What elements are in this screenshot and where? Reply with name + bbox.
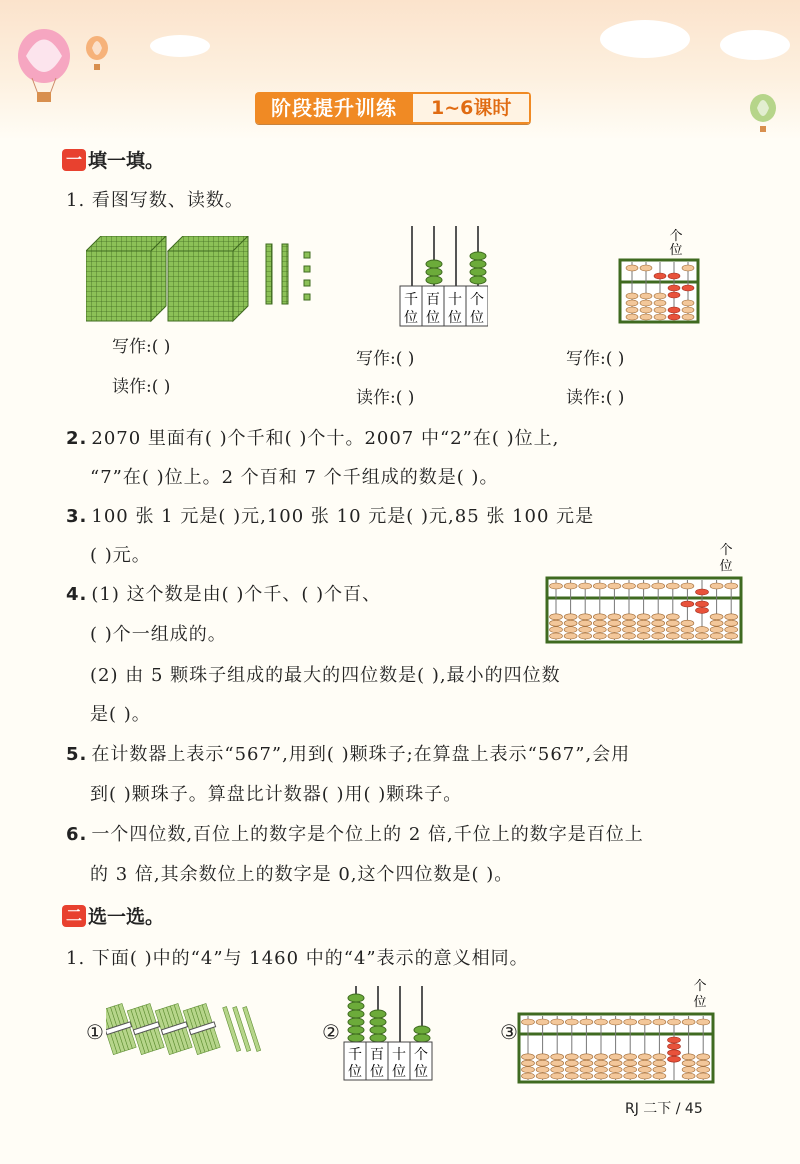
abacus-bead bbox=[652, 627, 665, 633]
place-label: 位 bbox=[414, 1064, 428, 1080]
abacus-bead bbox=[668, 1019, 681, 1025]
abacus-bead bbox=[609, 1019, 622, 1025]
ge-label: 个 bbox=[693, 979, 707, 994]
place-label: 个 bbox=[470, 292, 484, 308]
q3-text: 100 张 1 元是( )元,100 张 10 元是( )元,85 张 100 元是 bbox=[91, 506, 595, 527]
wei-label: 位 bbox=[669, 243, 683, 258]
abacus-bead bbox=[580, 1054, 593, 1060]
abacus-bead bbox=[593, 614, 606, 620]
abacus-bead bbox=[624, 1054, 637, 1060]
abacus-bead bbox=[608, 583, 621, 589]
abacus-figure-3 bbox=[516, 978, 716, 1086]
abacus-bead bbox=[579, 627, 592, 633]
abacus-bead bbox=[652, 583, 665, 589]
abacus-bead bbox=[697, 1073, 710, 1079]
banner-title: 阶段提升训练 bbox=[255, 92, 413, 124]
abacus-bead bbox=[536, 1019, 549, 1025]
abacus-bead bbox=[608, 620, 621, 626]
abacus-bead bbox=[593, 620, 606, 626]
abacus-bead bbox=[682, 1019, 695, 1025]
abacus-bead bbox=[638, 1067, 651, 1073]
place-label: 位 bbox=[470, 310, 484, 326]
abacus-bead bbox=[551, 1019, 564, 1025]
base-ten-blocks-figure bbox=[86, 236, 326, 326]
ge-label: 个 bbox=[669, 229, 683, 244]
option-1-marker[interactable]: ① bbox=[86, 1020, 104, 1044]
section-number: 二 bbox=[62, 905, 86, 927]
abacus-bead bbox=[579, 614, 592, 620]
abacus-bead bbox=[579, 633, 592, 639]
abacus-bead bbox=[551, 1054, 564, 1060]
counting-frame-figure-2 bbox=[338, 982, 434, 1082]
abacus-bead bbox=[550, 614, 563, 620]
question-4-line-4: 是( )。 bbox=[90, 704, 151, 725]
abacus-bead bbox=[638, 1060, 651, 1066]
ge-label: 个 bbox=[719, 543, 733, 558]
abacus-bead bbox=[608, 614, 621, 620]
abacus-bead bbox=[565, 1019, 578, 1025]
place-label: 十 bbox=[392, 1047, 406, 1063]
ten-rod bbox=[266, 244, 272, 304]
abacus-bead bbox=[696, 601, 709, 607]
abacus-bead bbox=[580, 1060, 593, 1066]
abacus-bead bbox=[652, 620, 665, 626]
hot-air-balloon-icon bbox=[84, 36, 110, 74]
abacus-bead bbox=[710, 583, 723, 589]
abacus-bead bbox=[653, 1073, 666, 1079]
abacus-bead bbox=[593, 627, 606, 633]
abacus-figure-1 bbox=[618, 228, 700, 326]
abacus-bead bbox=[593, 583, 606, 589]
abacus-bead bbox=[682, 1060, 695, 1066]
abacus-bead bbox=[697, 1054, 710, 1060]
abacus-bead bbox=[522, 1067, 535, 1073]
question-6-line-1: 6. 一个四位数,百位上的数字是个位上的 2 倍,千位上的数字是百位上 bbox=[66, 824, 644, 845]
ten-rod bbox=[282, 244, 288, 304]
page-number: RJ 二下 / 45 bbox=[625, 1101, 703, 1117]
q4-text: (1) 这个数是由( )个千、( )个百、 bbox=[91, 584, 382, 605]
abacus-bead bbox=[536, 1073, 549, 1079]
question-6-line-2: 的 3 倍,其余数位上的数字是 0,这个四位数是( )。 bbox=[90, 864, 514, 885]
abacus-bead bbox=[652, 614, 665, 620]
cloud bbox=[150, 35, 210, 57]
abacus-bead bbox=[536, 1054, 549, 1060]
write-answer-3[interactable]: 写作:( ) bbox=[566, 349, 625, 369]
option-3-marker[interactable]: ③ bbox=[500, 1020, 518, 1044]
abacus-bead bbox=[668, 1037, 681, 1043]
abacus-bead bbox=[550, 583, 563, 589]
abacus-bead bbox=[564, 633, 577, 639]
wei-label: 位 bbox=[719, 559, 733, 574]
abacus-bead bbox=[653, 1060, 666, 1066]
abacus-bead bbox=[623, 627, 636, 633]
abacus-bead bbox=[608, 627, 621, 633]
abacus-bead bbox=[638, 1054, 651, 1060]
read-answer-3[interactable]: 读作:( ) bbox=[566, 388, 625, 408]
abacus-bead bbox=[550, 633, 563, 639]
wei-label: 位 bbox=[693, 995, 707, 1010]
thousand-cube bbox=[168, 236, 248, 321]
question-1: 1. 看图写数、读数。 bbox=[66, 190, 244, 211]
hot-air-balloon-icon bbox=[14, 28, 74, 106]
abacus-bead bbox=[551, 1060, 564, 1066]
abacus-bead bbox=[623, 633, 636, 639]
question-2-line-2: “7”在( )位上。2 个百和 7 个千组成的数是( )。 bbox=[90, 467, 499, 488]
abacus-bead bbox=[697, 1019, 710, 1025]
q5-text: 在计数器上表示“567”,用到( )颗珠子;在算盘上表示“567”,会用 bbox=[91, 744, 631, 765]
section-title: 选一选。 bbox=[88, 906, 165, 928]
place-label: 千 bbox=[404, 292, 418, 308]
abacus-bead bbox=[697, 1060, 710, 1066]
place-label: 位 bbox=[404, 310, 418, 326]
abacus-bead bbox=[696, 607, 709, 613]
section-title: 填一填。 bbox=[88, 150, 165, 172]
q6-text: 一个四位数,百位上的数字是个位上的 2 倍,千位上的数字是百位上 bbox=[91, 824, 644, 845]
choice-question-1: 1. 下面( )中的“4”与 1460 中的“4”表示的意义相同。 bbox=[66, 948, 529, 969]
abacus-bead bbox=[682, 1067, 695, 1073]
abacus-bead bbox=[710, 627, 723, 633]
abacus-bead bbox=[638, 1019, 651, 1025]
question-3-line-1: 3. 100 张 1 元是( )元,100 张 10 元是( )元,85 张 100 元是 bbox=[66, 506, 595, 527]
option-2-marker[interactable]: ② bbox=[322, 1020, 340, 1044]
abacus-bead bbox=[624, 1073, 637, 1079]
abacus-bead bbox=[522, 1073, 535, 1079]
abacus-bead bbox=[697, 1067, 710, 1073]
abacus-bead bbox=[609, 1073, 622, 1079]
cloud bbox=[720, 30, 790, 60]
cloud bbox=[600, 20, 690, 58]
abacus-bead bbox=[609, 1054, 622, 1060]
abacus-bead bbox=[725, 614, 738, 620]
question-4-line-2: ( )个一组成的。 bbox=[90, 624, 227, 645]
abacus-bead bbox=[551, 1067, 564, 1073]
abacus-bead bbox=[536, 1060, 549, 1066]
abacus-bead bbox=[637, 620, 650, 626]
stick-bundles-figure bbox=[106, 1002, 266, 1058]
abacus-bead bbox=[666, 614, 679, 620]
abacus-bead bbox=[522, 1019, 535, 1025]
abacus-bead bbox=[580, 1067, 593, 1073]
section-heading bbox=[62, 902, 164, 929]
place-label: 位 bbox=[448, 310, 462, 326]
abacus-bead bbox=[564, 583, 577, 589]
abacus-bead bbox=[551, 1073, 564, 1079]
abacus-bead bbox=[725, 583, 738, 589]
place-label: 百 bbox=[370, 1047, 384, 1063]
abacus-bead bbox=[637, 627, 650, 633]
abacus-bead bbox=[595, 1073, 608, 1079]
abacus-bead bbox=[681, 601, 694, 607]
abacus-bead bbox=[564, 620, 577, 626]
place-label: 个 bbox=[414, 1047, 428, 1063]
abacus-bead bbox=[682, 1073, 695, 1079]
abacus-bead bbox=[624, 1060, 637, 1066]
abacus-figure-2 bbox=[544, 542, 744, 646]
section-heading bbox=[62, 146, 164, 173]
section-number: 一 bbox=[62, 149, 86, 171]
question-4-line-1: 4. (1) 这个数是由( )个千、( )个百、 bbox=[66, 584, 382, 605]
place-label: 位 bbox=[348, 1064, 362, 1080]
abacus-bead bbox=[565, 1060, 578, 1066]
abacus-bead bbox=[653, 1067, 666, 1073]
abacus-bead bbox=[637, 633, 650, 639]
abacus-bead bbox=[668, 1056, 681, 1062]
place-label: 千 bbox=[348, 1047, 362, 1063]
abacus-bead bbox=[638, 1073, 651, 1079]
abacus-bead bbox=[595, 1054, 608, 1060]
abacus-bead bbox=[666, 627, 679, 633]
abacus-bead bbox=[681, 620, 694, 626]
abacus-bead bbox=[595, 1019, 608, 1025]
abacus-bead bbox=[637, 614, 650, 620]
abacus-bead bbox=[696, 633, 709, 639]
abacus-bead bbox=[565, 1073, 578, 1079]
unit-cube bbox=[304, 266, 310, 272]
abacus-bead bbox=[623, 620, 636, 626]
abacus-bead bbox=[725, 620, 738, 626]
abacus-bead bbox=[564, 627, 577, 633]
abacus-bead bbox=[653, 1019, 666, 1025]
abacus-bead bbox=[652, 633, 665, 639]
abacus-bead bbox=[579, 583, 592, 589]
abacus-bead bbox=[609, 1067, 622, 1073]
abacus-bead bbox=[536, 1067, 549, 1073]
abacus-bead bbox=[696, 627, 709, 633]
read-answer-1[interactable]: 读作:( ) bbox=[112, 377, 171, 397]
abacus-bead bbox=[624, 1019, 637, 1025]
counting-frame-figure-1 bbox=[396, 222, 488, 328]
abacus-bead bbox=[666, 583, 679, 589]
thousand-cube bbox=[86, 236, 166, 321]
write-answer-2[interactable]: 写作:( ) bbox=[356, 349, 415, 369]
abacus-bead bbox=[550, 627, 563, 633]
abacus-bead bbox=[565, 1067, 578, 1073]
abacus-bead bbox=[637, 583, 650, 589]
abacus-bead bbox=[668, 1043, 681, 1049]
lesson-banner bbox=[255, 92, 531, 124]
abacus-bead bbox=[595, 1060, 608, 1066]
banner-lessons: 1~6课时 bbox=[413, 92, 531, 124]
abacus-bead bbox=[710, 620, 723, 626]
abacus-bead bbox=[579, 620, 592, 626]
abacus-bead bbox=[609, 1060, 622, 1066]
hot-air-balloon-icon bbox=[748, 94, 778, 136]
abacus-bead bbox=[682, 1054, 695, 1060]
question-5-line-2: 到( )颗珠子。算盘比计数器( )用( )颗珠子。 bbox=[90, 784, 463, 805]
place-label: 位 bbox=[426, 310, 440, 326]
place-label: 位 bbox=[392, 1064, 406, 1080]
question-3-line-2: ( )元。 bbox=[90, 545, 151, 566]
abacus-bead bbox=[608, 633, 621, 639]
abacus-bead bbox=[681, 583, 694, 589]
abacus-bead bbox=[565, 1054, 578, 1060]
abacus-bead bbox=[595, 1067, 608, 1073]
abacus-bead bbox=[710, 614, 723, 620]
abacus-bead bbox=[681, 633, 694, 639]
write-answer-1[interactable]: 写作:( ) bbox=[112, 337, 171, 357]
question-4-line-3: (2) 由 5 颗珠子组成的最大的四位数是( ),最小的四位数 bbox=[90, 665, 561, 686]
abacus-bead bbox=[580, 1019, 593, 1025]
abacus-bead bbox=[550, 620, 563, 626]
abacus-bead bbox=[522, 1060, 535, 1066]
abacus-bead bbox=[666, 633, 679, 639]
q2-text: 2070 里面有( )个千和( )个十。2007 中“2”在( )位上, bbox=[91, 428, 560, 449]
question-5-line-1: 5. 在计数器上表示“567”,用到( )颗珠子;在算盘上表示“567”,会用 bbox=[66, 744, 631, 765]
abacus-bead bbox=[666, 620, 679, 626]
abacus-bead bbox=[593, 633, 606, 639]
abacus-bead bbox=[668, 1050, 681, 1056]
abacus-bead bbox=[623, 614, 636, 620]
abacus-bead bbox=[681, 627, 694, 633]
place-label: 百 bbox=[426, 292, 440, 308]
unit-cube bbox=[304, 252, 310, 258]
abacus-bead bbox=[725, 627, 738, 633]
place-label: 十 bbox=[448, 292, 462, 308]
abacus-bead bbox=[696, 589, 709, 595]
read-answer-2[interactable]: 读作:( ) bbox=[356, 388, 415, 408]
unit-cube bbox=[304, 294, 310, 300]
abacus-bead bbox=[624, 1067, 637, 1073]
abacus-bead bbox=[725, 633, 738, 639]
unit-cube bbox=[304, 280, 310, 286]
abacus-bead bbox=[710, 633, 723, 639]
abacus-bead bbox=[653, 1054, 666, 1060]
abacus-bead bbox=[564, 614, 577, 620]
abacus-bead bbox=[522, 1054, 535, 1060]
abacus-bead bbox=[580, 1073, 593, 1079]
abacus-bead bbox=[623, 583, 636, 589]
place-label: 位 bbox=[370, 1064, 384, 1080]
question-2-line-1: 2. 2070 里面有( )个千和( )个十。2007 中“2”在( )位上, bbox=[66, 428, 560, 449]
